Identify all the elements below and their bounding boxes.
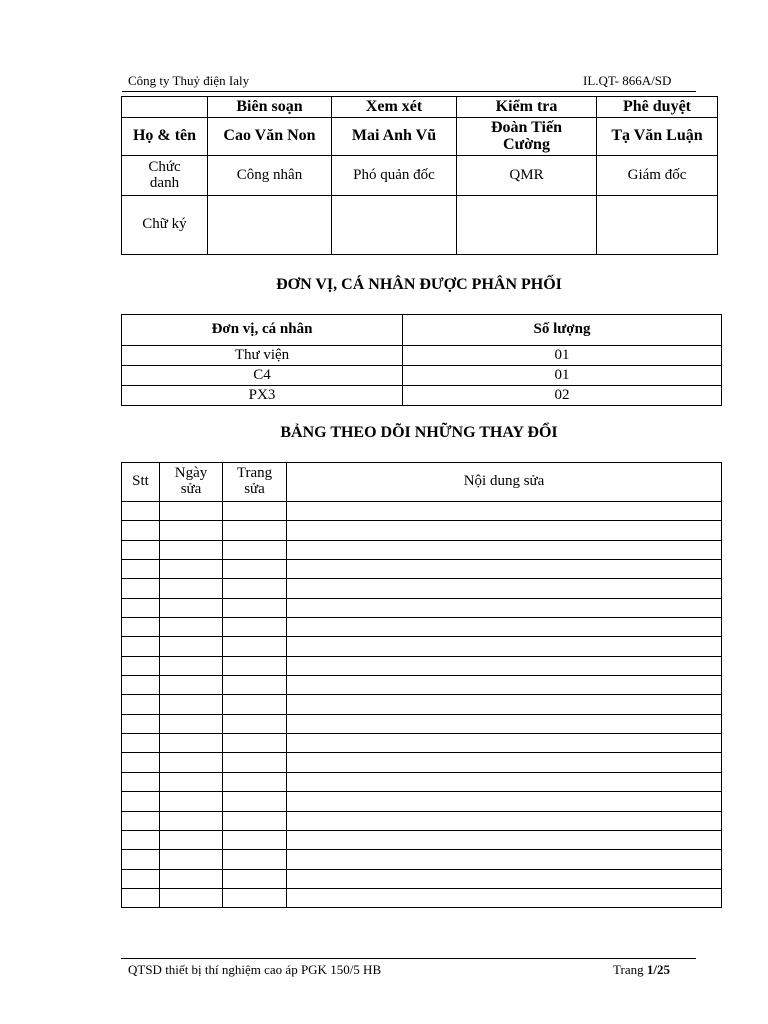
changes-empty-cell [160, 540, 223, 559]
changes-empty-cell [287, 579, 722, 598]
changes-empty-cell [223, 734, 287, 753]
approval-name-row [122, 118, 718, 156]
changes-empty-row [122, 772, 722, 791]
changes-empty-cell [223, 598, 287, 617]
date-column-header: Ngày sửa [160, 463, 223, 502]
changes-empty-cell [287, 734, 722, 753]
changes-empty-cell [122, 676, 160, 695]
changes-empty-cell [223, 792, 287, 811]
distribution-unit: PX3 [122, 386, 403, 406]
changes-empty-cell [287, 695, 722, 714]
author-title: Công nhân [208, 156, 332, 196]
page-number: 1/25 [646, 962, 670, 977]
changes-empty-cell [223, 811, 287, 830]
stt-column-header: Stt [122, 463, 160, 502]
changes-empty-cell [287, 811, 722, 830]
content-column-header: Nội dung sửa [287, 463, 722, 502]
footer-document-title: QTSD thiết bị thí nghiệm cao áp PGK 150/5 HB [128, 962, 382, 977]
changes-empty-cell [223, 695, 287, 714]
changes-empty-row [122, 811, 722, 830]
changes-empty-row [122, 656, 722, 675]
changes-empty-cell [223, 888, 287, 907]
changes-empty-row [122, 502, 722, 521]
changes-empty-cell [287, 637, 722, 656]
approval-col-approver: Phê duyệt [597, 97, 718, 118]
changes-empty-row [122, 792, 722, 811]
title-row-label: Chức danh [122, 156, 208, 196]
changes-empty-cell [160, 714, 223, 733]
changes-empty-row [122, 521, 722, 540]
approval-header-row [122, 97, 718, 118]
footer-page-indicator [613, 962, 670, 978]
changes-empty-cell [122, 714, 160, 733]
changes-empty-cell [223, 521, 287, 540]
changes-empty-cell [160, 830, 223, 849]
changes-empty-cell [160, 869, 223, 888]
approval-signature-row [122, 196, 718, 255]
changes-empty-cell [122, 540, 160, 559]
distribution-quantity: 01 [403, 366, 722, 386]
changes-empty-cell [223, 714, 287, 733]
changes-empty-cell [160, 598, 223, 617]
distribution-row [122, 366, 722, 386]
changes-empty-cell [223, 656, 287, 675]
changes-empty-cell [223, 830, 287, 849]
changes-empty-cell [122, 579, 160, 598]
changes-empty-cell [160, 521, 223, 540]
changes-empty-cell [122, 656, 160, 675]
changes-empty-row [122, 714, 722, 733]
changes-empty-cell [223, 753, 287, 772]
distribution-row [122, 346, 722, 366]
changes-empty-row [122, 830, 722, 849]
footer-rule [121, 958, 696, 959]
changes-empty-row [122, 888, 722, 907]
changes-empty-cell [122, 772, 160, 791]
changes-empty-cell [160, 618, 223, 637]
changes-empty-row [122, 869, 722, 888]
approval-table [121, 96, 718, 255]
changes-empty-cell [160, 502, 223, 521]
approval-title-row [122, 156, 718, 196]
changes-empty-cell [122, 734, 160, 753]
changes-empty-cell [287, 560, 722, 579]
distribution-row [122, 386, 722, 406]
changes-empty-cell [160, 656, 223, 675]
changes-empty-cell [223, 772, 287, 791]
name-row-label: Họ & tên [122, 118, 208, 156]
approval-col-checker: Kiểm tra [457, 97, 597, 118]
reviewer-title: Phó quản đốc [332, 156, 457, 196]
author-name: Cao Văn Non [208, 118, 332, 156]
changes-empty-row [122, 637, 722, 656]
changes-empty-cell [287, 869, 722, 888]
checker-signature [457, 196, 597, 255]
distribution-quantity: 02 [403, 386, 722, 406]
changes-empty-cell [287, 618, 722, 637]
author-signature [208, 196, 332, 255]
reviewer-signature [332, 196, 457, 255]
distribution-heading: ĐƠN VỊ, CÁ NHÂN ĐƯỢC PHÂN PHỐI [276, 276, 562, 293]
approval-corner-cell [122, 97, 208, 118]
changes-empty-cell [287, 502, 722, 521]
distribution-table [121, 314, 722, 406]
changes-empty-cell [122, 502, 160, 521]
document-code: IL.QT- 866A/SD [583, 73, 672, 88]
changes-empty-cell [122, 695, 160, 714]
changes-empty-row [122, 579, 722, 598]
distribution-quantity: 01 [403, 346, 722, 366]
approval-col-author: Biên soạn [208, 97, 332, 118]
approver-name: Tạ Văn Luận [597, 118, 718, 156]
changes-empty-row [122, 695, 722, 714]
changes-empty-cell [160, 888, 223, 907]
changes-empty-cell [223, 540, 287, 559]
changes-empty-cell [223, 850, 287, 869]
page-label: Trang [613, 962, 644, 977]
changes-empty-cell [287, 656, 722, 675]
changes-empty-cell [287, 830, 722, 849]
changes-empty-cell [122, 830, 160, 849]
reviewer-name: Mai Anh Vũ [332, 118, 457, 156]
changes-empty-row [122, 753, 722, 772]
changes-empty-row [122, 560, 722, 579]
changes-empty-cell [223, 637, 287, 656]
changes-empty-cell [122, 888, 160, 907]
changes-table [121, 462, 722, 908]
changes-empty-cell [223, 869, 287, 888]
changes-empty-cell [223, 618, 287, 637]
approver-signature [597, 196, 718, 255]
changes-empty-cell [160, 695, 223, 714]
changes-empty-cell [223, 560, 287, 579]
changes-empty-cell [122, 521, 160, 540]
changes-empty-row [122, 618, 722, 637]
changes-empty-cell [160, 811, 223, 830]
changes-empty-row [122, 598, 722, 617]
changes-empty-cell [287, 792, 722, 811]
signature-row-label: Chữ ký [122, 196, 208, 255]
changes-empty-cell [223, 502, 287, 521]
changes-empty-cell [122, 618, 160, 637]
page-column-header: Trang sửa [223, 463, 287, 502]
changes-empty-cell [160, 753, 223, 772]
header-rule [122, 91, 696, 92]
checker-name: Đoàn Tiến Cường [457, 118, 597, 156]
changes-empty-cell [287, 772, 722, 791]
changes-empty-row [122, 540, 722, 559]
changes-empty-cell [122, 792, 160, 811]
changes-empty-cell [160, 579, 223, 598]
changes-empty-row [122, 676, 722, 695]
changes-empty-cell [122, 811, 160, 830]
changes-empty-cell [122, 637, 160, 656]
approver-title: Giám đốc [597, 156, 718, 196]
changes-empty-cell [287, 753, 722, 772]
changes-empty-cell [160, 734, 223, 753]
changes-heading: BẢNG THEO DÕI NHỮNG THAY ĐỔI [280, 424, 558, 441]
changes-empty-cell [160, 637, 223, 656]
approval-col-reviewer: Xem xét [332, 97, 457, 118]
changes-empty-cell [122, 560, 160, 579]
changes-empty-cell [122, 850, 160, 869]
changes-empty-cell [287, 714, 722, 733]
distribution-header-row [122, 315, 722, 346]
changes-empty-cell [287, 888, 722, 907]
changes-empty-cell [287, 540, 722, 559]
changes-empty-cell [287, 521, 722, 540]
changes-empty-cell [160, 850, 223, 869]
changes-empty-row [122, 734, 722, 753]
distribution-unit: Thư viện [122, 346, 403, 366]
changes-empty-cell [287, 850, 722, 869]
changes-empty-cell [160, 772, 223, 791]
changes-empty-cell [287, 676, 722, 695]
changes-empty-cell [122, 869, 160, 888]
changes-empty-row [122, 850, 722, 869]
quantity-column-header: Số lượng [403, 315, 722, 346]
changes-empty-cell [223, 676, 287, 695]
unit-column-header: Đơn vị, cá nhân [122, 315, 403, 346]
changes-empty-cell [160, 792, 223, 811]
changes-empty-cell [122, 598, 160, 617]
distribution-unit: C4 [122, 366, 403, 386]
checker-title: QMR [457, 156, 597, 196]
changes-empty-cell [160, 676, 223, 695]
changes-empty-cell [223, 579, 287, 598]
changes-header-row [122, 463, 722, 502]
changes-empty-cell [160, 560, 223, 579]
changes-empty-cell [287, 598, 722, 617]
changes-empty-cell [122, 753, 160, 772]
company-name: Công ty Thuỷ điện Ialy [128, 73, 250, 88]
